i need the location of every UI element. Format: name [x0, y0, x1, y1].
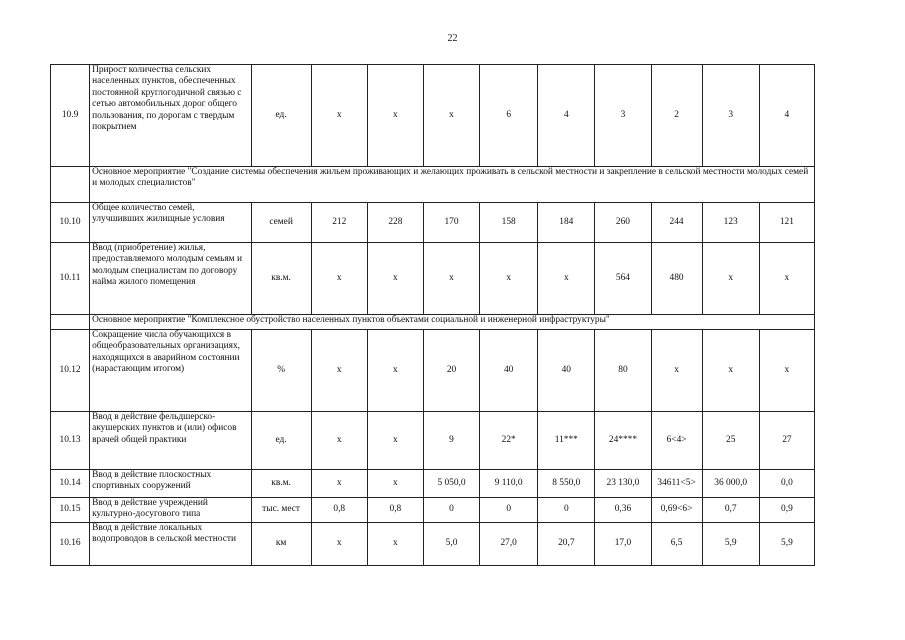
table-row	[51, 412, 815, 470]
value-cell: 184	[538, 203, 595, 243]
value-cell: 244	[651, 203, 702, 243]
row-number: 10.12	[51, 330, 90, 412]
value-cell: 4	[759, 65, 814, 167]
value-cell: 80	[595, 330, 651, 412]
value-cell: 8 550,0	[538, 470, 595, 498]
value-cell: 9	[423, 412, 479, 470]
value-cell: 6	[480, 65, 538, 167]
value-cell: 0	[538, 498, 595, 523]
table-row	[51, 330, 815, 412]
value-cell: 5,9	[759, 523, 814, 566]
unit-cell: семей	[251, 203, 311, 243]
value-cell: 5,0	[423, 523, 479, 566]
value-cell: 22*	[480, 412, 538, 470]
value-cell: х	[423, 243, 479, 315]
value-cell: х	[311, 330, 367, 412]
unit-cell: кв.м.	[251, 470, 311, 498]
indicator-name: Ввод (приобретение) жилья, предоставляемого молодым семьям и молодым специалистам по договору найма жилого помещения	[90, 243, 251, 315]
section-title: Основное мероприятие "Комплексное обустройство населенных пунктов объектами социальной и инженерной инфраструктуры"	[90, 315, 815, 330]
indicator-name: Сокращение числа обучающихся в общеобразовательных организациях, находящихся в аварийном состоянии (нарастающим итогом)	[90, 330, 251, 412]
value-cell: х	[651, 330, 702, 412]
value-cell: х	[367, 65, 423, 167]
value-cell: х	[367, 330, 423, 412]
value-cell: 158	[480, 203, 538, 243]
indicator-name: Прирост количества сельских населенных пунктов, обеспеченных постоянной круглогодичной связью с сетью автомобильных дорог общего пользования, по дорогам с твердым покрытием	[90, 65, 251, 167]
value-cell: 6,5	[651, 523, 702, 566]
value-cell: 5 050,0	[423, 470, 479, 498]
value-cell: 4	[538, 65, 595, 167]
row-number: 10.10	[51, 203, 90, 243]
value-cell: 6<4>	[651, 412, 702, 470]
page-number: 22	[447, 33, 458, 44]
value-cell: 11***	[538, 412, 595, 470]
indicator-name: Ввод в действие фельдшерско-акушерских пунктов и (или) офисов врачей общей практики	[90, 412, 251, 470]
indicator-name: Ввод в действие плоскостных спортивных сооружений	[90, 470, 251, 498]
value-cell: 0,8	[311, 498, 367, 523]
value-cell: 0,0	[759, 470, 814, 498]
value-cell: х	[423, 65, 479, 167]
value-cell: 0,7	[702, 498, 759, 523]
table-row	[51, 523, 815, 566]
table-row	[51, 470, 815, 498]
value-cell: х	[759, 243, 814, 315]
indicator-name: Ввод в действие учреждений культурно-досугового типа	[90, 498, 251, 523]
table-row	[51, 243, 815, 315]
value-cell: 34611<5>	[651, 470, 702, 498]
table-row	[51, 203, 815, 243]
row-number: 10.16	[51, 523, 90, 566]
value-cell: 0,36	[595, 498, 651, 523]
indicators-table	[50, 64, 815, 566]
value-cell: 27,0	[480, 523, 538, 566]
indicator-name: Общее количество семей, улучшивших жилищные условия	[90, 203, 251, 243]
value-cell: 17,0	[595, 523, 651, 566]
value-cell: 40	[538, 330, 595, 412]
value-cell: х	[367, 523, 423, 566]
value-cell: 0,9	[759, 498, 814, 523]
unit-cell: км	[251, 523, 311, 566]
value-cell: 0	[423, 498, 479, 523]
row-number: 10.15	[51, 498, 90, 523]
unit-cell: %	[251, 330, 311, 412]
unit-cell: ед.	[251, 412, 311, 470]
row-number: 10.13	[51, 412, 90, 470]
value-cell: х	[759, 330, 814, 412]
value-cell: 25	[702, 412, 759, 470]
indicator-name: Ввод в действие локальных водопроводов в сельской местности	[90, 523, 251, 566]
value-cell: х	[702, 243, 759, 315]
table-body	[51, 65, 815, 566]
value-cell: 23 130,0	[595, 470, 651, 498]
section-num-cell	[51, 315, 90, 330]
value-cell: 228	[367, 203, 423, 243]
value-cell: 564	[595, 243, 651, 315]
value-cell: 0,8	[367, 498, 423, 523]
value-cell: х	[311, 523, 367, 566]
value-cell: х	[702, 330, 759, 412]
value-cell: 27	[759, 412, 814, 470]
unit-cell: кв.м.	[251, 243, 311, 315]
row-number: 10.14	[51, 470, 90, 498]
value-cell: 3	[702, 65, 759, 167]
value-cell: 121	[759, 203, 814, 243]
value-cell: 36 000,0	[702, 470, 759, 498]
value-cell: 40	[480, 330, 538, 412]
unit-cell: тыс. мест	[251, 498, 311, 523]
section-row	[51, 315, 815, 330]
section-row	[51, 167, 815, 203]
value-cell: 5,9	[702, 523, 759, 566]
value-cell: 212	[311, 203, 367, 243]
value-cell: х	[480, 243, 538, 315]
row-number: 10.11	[51, 243, 90, 315]
table-row	[51, 65, 815, 167]
value-cell: 24****	[595, 412, 651, 470]
value-cell: 20,7	[538, 523, 595, 566]
section-num-cell	[51, 167, 90, 203]
value-cell: х	[367, 412, 423, 470]
value-cell: 170	[423, 203, 479, 243]
row-number: 10.9	[51, 65, 90, 167]
value-cell: х	[311, 470, 367, 498]
value-cell: 9 110,0	[480, 470, 538, 498]
value-cell: 260	[595, 203, 651, 243]
value-cell: х	[311, 243, 367, 315]
value-cell: х	[367, 243, 423, 315]
value-cell: х	[538, 243, 595, 315]
value-cell: х	[311, 412, 367, 470]
value-cell: х	[367, 470, 423, 498]
section-title: Основное мероприятие "Создание системы обеспечения жильем проживающих и желающих проживать в сельской местности и закрепление в сельской местности молодых семей и молодых специалистов"	[90, 167, 815, 203]
value-cell: 3	[595, 65, 651, 167]
value-cell: 480	[651, 243, 702, 315]
value-cell: 123	[702, 203, 759, 243]
value-cell: х	[311, 65, 367, 167]
value-cell: 20	[423, 330, 479, 412]
value-cell: 0	[480, 498, 538, 523]
value-cell: 0,69<6>	[651, 498, 702, 523]
unit-cell: ед.	[251, 65, 311, 167]
value-cell: 2	[651, 65, 702, 167]
table-row	[51, 498, 815, 523]
